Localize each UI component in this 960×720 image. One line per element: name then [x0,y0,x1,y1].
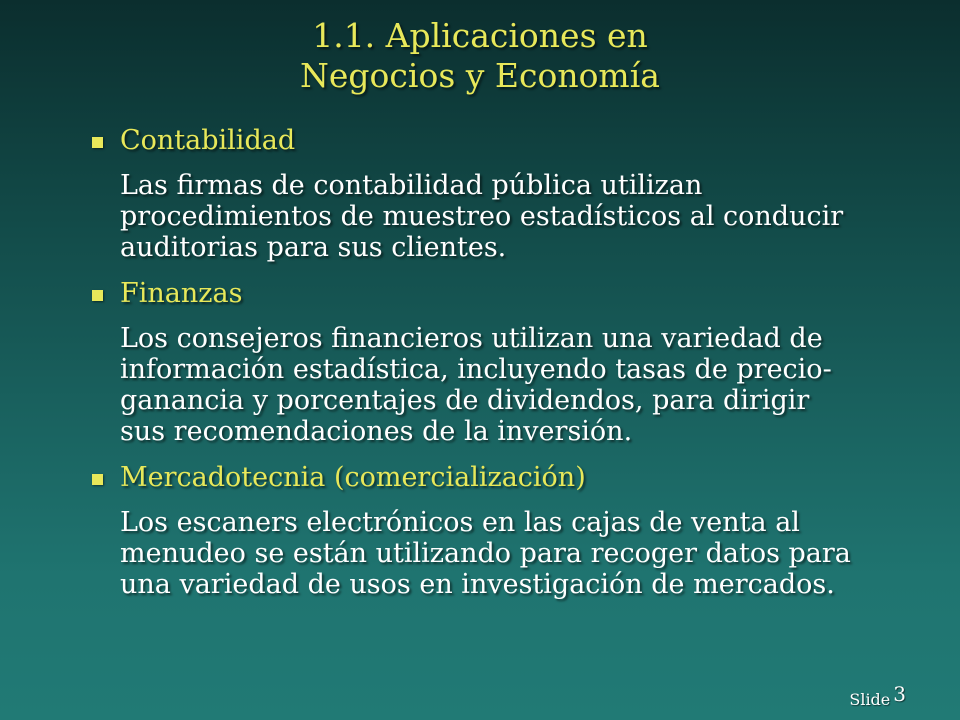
title-line-2: Negocios y Economía [300,56,660,95]
heading-text: Contabilidad [120,125,296,156]
slide-label: Slide [849,690,891,709]
heading-text: Mercadotecnia (comercialización) [120,462,586,493]
bullet-heading [88,122,888,160]
section-finanzas [88,275,888,447]
section-body: Los escaners electrónicos en las cajas de venta al menudeo se están utilizando para recoger datos para una variedad de usos en investigación de mercados. [120,507,851,600]
heading-text: Finanzas [120,278,243,309]
section-body: Las firmas de contabilidad pública utilizan procedimientos de muestreo estadísticos al conducir auditorias para sus clientes. [120,170,844,263]
section-mercadotecnia [88,459,888,600]
section-body: Los consejeros financieros utilizan una variedad de información estadística, incluyendo tasas de precio- ganancia y porcentajes de dividendos, para dirigir sus recomendaciones de la inversión. [120,323,832,447]
square-bullet-icon [92,474,103,485]
title-line-1: 1.1. Aplicaciones en [312,16,648,55]
slide-title [0,16,960,96]
bullet-heading [88,275,888,313]
square-bullet-icon [92,290,103,301]
slide-number: 3 [893,682,906,706]
bullet-heading [88,459,888,497]
slide-footer [849,682,906,710]
slide-content [88,122,888,612]
section-contabilidad [88,122,888,263]
square-bullet-icon [92,137,103,148]
